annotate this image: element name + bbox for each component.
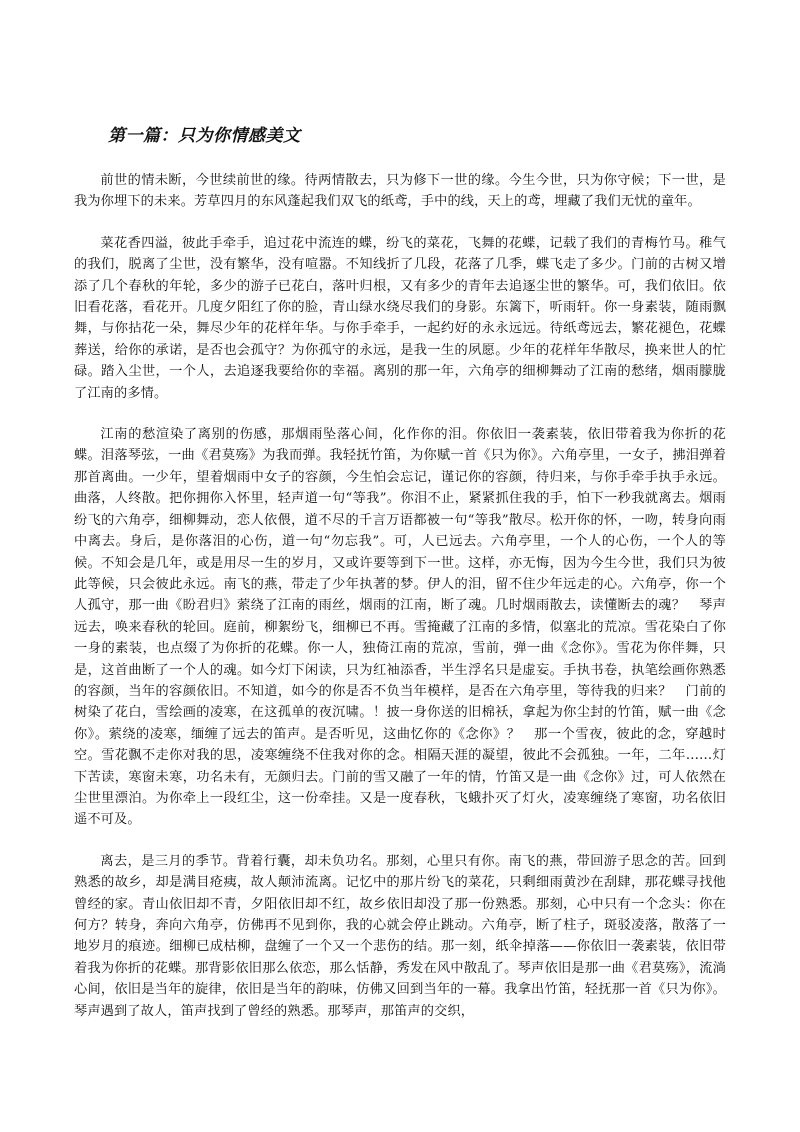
paragraph-1: 前世的情未断，今世续前世的缘。待两情散去，只为修下一世的缘。今生今世，只为你守候；下一世，是我为你埋下的未来。芳草四月的东风蓬起我们双飞的纸鸢，手中的线，天上的鸢，埋藏了我们无忧的童年。 [74, 173, 726, 210]
paragraph-2: 菜花香四溢，彼此手牵手，追过花中流连的蝶，纷飞的菜花，飞舞的花蝶，记载了我们的青梅竹马。稚气的我们，脱离了尘世，没有繁华，没有喧嚣。不知线折了几段，花落了几季，蝶飞走了多少。门前的古树又增添了几个春秋的年轮，多少的游子已花白，落叶归根，又有多少的青年去追逐尘世的繁华。可，我们依旧。依旧看花落，看花开。几度夕阳红了你的脸，青山绿水绕尽我们的身影。东篱下，听雨轩。你一身素装，随雨飘舞，与你拈花一朵，舞尽少年的花样年华。与你手牵手，一起约好的永永远远。待纸鸢远去，繁花褪色，花蝶葬送，给你的承诺，是否也会孤守？为你孤守的永远，是我一生的夙愿。少年的花样年华散尽，换来世人的忙碌。踏入尘世，一个人，去追逐我要给你的幸福。离别的那一年，六角亭的细柳舞动了江南的愁绪，烟雨朦胧了江南的多情。 [74, 235, 726, 401]
paragraph-3: 江南的愁渲染了离别的伤感，那烟雨坠落心间，化作你的泪。你依旧一袭素装，依旧带着我为你折的花蝶。泪落琴弦，一曲《君莫殇》为我而弹。我轻抚竹笛，为你赋一首《只为你》。六角亭里，一女子，拂泪弹着那首离曲。一少年，望着烟雨中女子的容颜，今生怕会忘记，谨记你的容颜，待归来，与你手牵手执手永远。曲落，人终散。把你拥你入怀里，轻声道一句“等我”。你泪不止，紧紧抓住我的手，怕下一秒我就离去。烟雨纷飞的六角亭，细柳舞动，恋人依偎，道不尽的千言万语都被一句“等我”散尽。松开你的怀，一吻，转身向雨中离去。身后，是你落泪的心伤，道一句“勿忘我”。可，人已远去。六角亭里，一个人的心伤，一个人的等候。不知会是几年，或是用尽一生的岁月，又或许要等到下一世。这样，亦无悔，因为今生今世，我们只为彼此等候，只会彼此永远。南飞的燕，带走了少年执著的梦。伊人的泪，留不住少年远走的心。六角亭，你一个人孤守，那一曲《盼君归》萦绕了江南的雨丝，烟雨的江南，断了魂。几时烟雨散去，读懂断去的魂？ 琴声远去，唤来春秋的轮回。庭前，柳絮纷飞，细柳已不再。雪掩藏了江南的多情，似塞北的荒凉。雪花染白了你一身的素装，也点缀了为你折的花蝶。你一人，独倚江南的荒凉，雪前，弹一曲《念你》。雪花为你伴舞，只是，这首曲断了一个人的魂。如今灯下闲读，只为红袖添香，半生浮名只是虚妄。手执书卷，执笔绘画你熟悉的容颜，当年的容颜依旧。不知道，如今的你是否不负当年模样，是否在六角亭里，等待我的归来？ 门前的树染了花白，雪绘画的凌寒，在这孤单的夜沉啸。！披一身你送的旧棉袄，拿起为你尘封的竹笛，赋一曲《念你》。萦绕的凌寒，缅缠了远去的笛声。是否听见，这曲忆你的《念你》？ 那一个雪夜，彼此的念，穿越时空。雪花飘不走你对我的思，凌寒缠绕不住我对你的念。相隔天涯的凝望，彼此不会孤独。一年，二年……灯下苦读，寒窗未寒，功名未有，无颜归去。门前的雪又融了一年的情，竹笛又是一曲《念你》过，可人依然在尘世里漂泊。为你牵上一段红尘，这一份牵挂。又是一度春秋，飞蛾扑灭了灯火，凌寒缠绕了寒窗，功名依旧遥不可及。 [74, 427, 726, 828]
paragraph-4: 离去，是三月的季节。背着行囊，却未负功名。那刻，心里只有你。南飞的燕，带回游子思念的苦。回到熟悉的故乡，却是满目疮痍，故人颠沛流离。记忆中的那片纷飞的菜花，只剩细雨黄沙在刮肆，那花蝶寻找他曾经的家。青山依旧却不青，夕阳依旧却不红，故乡依旧却没了那一份熟悉。那刻，心中只有一个念头：你在何方？转身，奔向六角亭，仿佛再不见到你，我的心就会停止跳动。六角亭，断了柱子，斑驳凌落，散落了一地岁月的痕迹。细柳已成枯柳，盘缠了一个又一个悲伤的结。那一刻，纸伞掉落——你依旧一袭素装，依旧带着我为你折的花蝶。那背影依旧那么依恋，那么恬静，秀发在风中散乱了。琴声依旧是那一曲《君莫殇》，流淌心间，依旧是当年的旋律，依旧是当年的韵味，仿佛又回到当年的一幕。我拿出竹笛，轻抚那一首《只为你》。琴声遇到了故人，笛声找到了曾经的熟悉。那琴声，那笛声的交织， [74, 853, 726, 1019]
document-title: 第一篇：只为你情感美文 [108, 126, 301, 146]
document-body [74, 170, 726, 1042]
